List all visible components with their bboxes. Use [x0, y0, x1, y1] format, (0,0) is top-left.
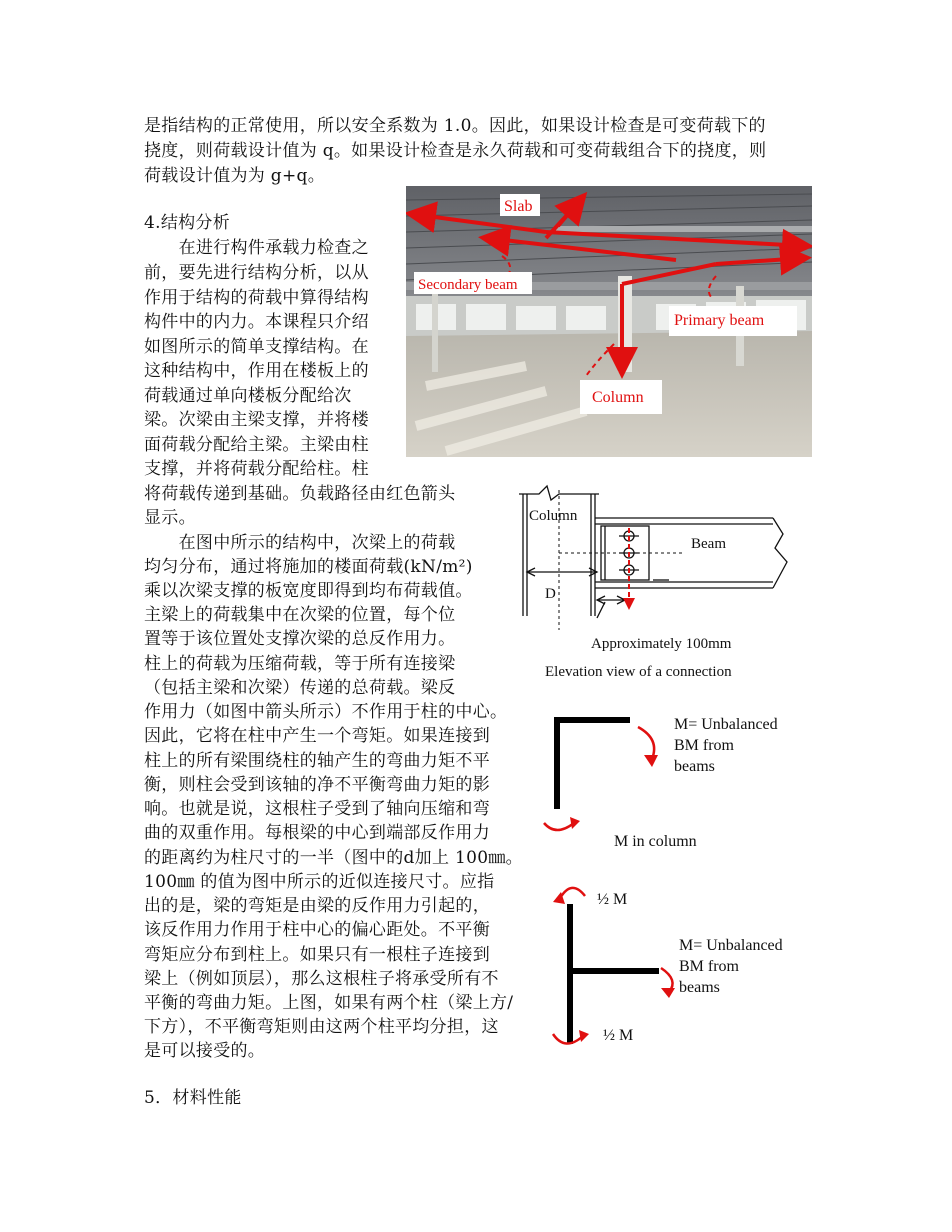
text-line: 这种结构中，作用在楼板上的 [144, 361, 369, 381]
unbalanced-bm-line1: M= Unbalanced [674, 716, 778, 733]
text-line: 曲的双重作用。每根梁的中心到端部反作用力 [144, 823, 490, 843]
column-text: Column [529, 508, 578, 524]
text-line: 前，要先进行结构分析，以从 [144, 263, 369, 283]
unbalanced-bm-line2: BM from [679, 958, 739, 975]
text-line: 柱上的所有梁围绕柱的轴产生的弯曲力矩不平 [144, 751, 490, 771]
text-line: 荷载设计值为为 g+q。 [144, 166, 326, 186]
connection-elevation-diagram [505, 470, 805, 685]
moment-diagram-two-columns [545, 876, 815, 1056]
text-line: 下方），不平衡弯矩则由这两个柱平均分担，这 [144, 1017, 499, 1037]
text-line: 置等于该位置处支撑次梁的总反作用力。 [144, 629, 456, 649]
text-line: 作用于结构的荷载中算得结构 [144, 288, 369, 308]
section-heading: 4.结构分析 [144, 213, 231, 233]
moment-diagram-single-column [540, 705, 820, 865]
text-line: 平衡的弯曲力矩。上图，如果有两个柱（梁上方/ [144, 993, 514, 1013]
secondary-beam-label: Secondary beam [418, 277, 518, 293]
text-line: 面荷载分配给主梁。主梁由柱 [144, 435, 369, 455]
unbalanced-bm-line3: beams [674, 758, 715, 775]
text-line: 在进行构件承载力检查之 [144, 238, 369, 258]
text-line: 均匀分布，通过将施加的楼面荷载(kN/m²) [144, 557, 473, 577]
connection-caption: Elevation view of a connection [545, 664, 732, 680]
text-line: 梁上（例如顶层），那么这根柱子将承受所有不 [144, 969, 499, 989]
text-line: 100㎜ 的值为图中所示的近似连接尺寸。应指 [144, 872, 495, 892]
text-line: 挠度，则荷载设计值为 q。如果设计检查是永久荷载和可变荷载组合下的挠度，则 [144, 141, 767, 161]
primary-beam-label: Primary beam [674, 312, 765, 329]
text-line: 主梁上的荷载集中在次梁的位置，每个位 [144, 605, 456, 625]
unbalanced-bm-line2: BM from [674, 737, 734, 754]
text-line: 出的是，梁的弯矩是由梁的反作用力引起的， [144, 896, 490, 916]
text-line: 显示。 [144, 508, 196, 528]
text-line: 构件中的内力。本课程只介绍 [144, 312, 369, 332]
half-m-bottom-label: ½ M [603, 1027, 634, 1044]
text-line: 柱上的荷载为压缩荷载，等于所有连接梁 [144, 654, 456, 674]
section-heading: 5．材料性能 [144, 1088, 242, 1108]
dimension-d-label: D [545, 586, 556, 602]
half-m-top-label: ½ M [597, 891, 628, 908]
text-line: 衡，则柱会受到该轴的净不平衡弯曲力矩的影 [144, 775, 490, 795]
text-line: 作用力（如图中箭头所示）不作用于柱的中心。 [144, 702, 508, 722]
text-line: 是可以接受的。 [144, 1041, 266, 1061]
structure-photo [406, 186, 812, 457]
text-line: （包括主梁和次梁）传递的总荷载。梁反 [144, 678, 456, 698]
text-line: 梁。次梁由主梁支撑，并将楼 [144, 410, 369, 430]
text-line: 因此，它将在柱中产生一个弯矩。如果连接到 [144, 726, 490, 746]
text-line: 荷载通过单向楼板分配给次 [144, 386, 352, 406]
text-line: 在图中所示的结构中，次梁上的荷载 [144, 533, 456, 553]
text-line: 乘以次梁支撑的板宽度即得到均布荷载值。 [144, 581, 473, 601]
approx-dimension-label: Approximately 100mm [591, 636, 732, 652]
text-line: 的距离约为柱尺寸的一半（图中的d加上 100㎜。 [144, 848, 523, 868]
slab-label: Slab [504, 198, 533, 215]
text-line: 弯矩应分布到柱上。如果只有一根柱子连接到 [144, 945, 490, 965]
text-line: 是指结构的正常使用，所以安全系数为 1.0。因此，如果设计检查是可变荷载下的 [144, 116, 766, 136]
unbalanced-bm-line1: M= Unbalanced [679, 937, 783, 954]
text-line: 支撑，并将荷载分配给柱。柱 [144, 459, 369, 479]
unbalanced-bm-line3: beams [679, 979, 720, 996]
m-in-column-label: M in column [614, 833, 697, 850]
text-line: 该反作用力作用于柱中心的偏心距处。不平衡 [144, 920, 490, 940]
beam-text: Beam [691, 536, 726, 552]
column-label: Column [592, 389, 644, 406]
text-line: 将荷载传递到基础。负载路径由红色箭头 [144, 484, 456, 504]
text-line: 响。也就是说，这根柱子受到了轴向压缩和弯 [144, 799, 490, 819]
text-line: 如图所示的简单支撑结构。在 [144, 337, 369, 357]
